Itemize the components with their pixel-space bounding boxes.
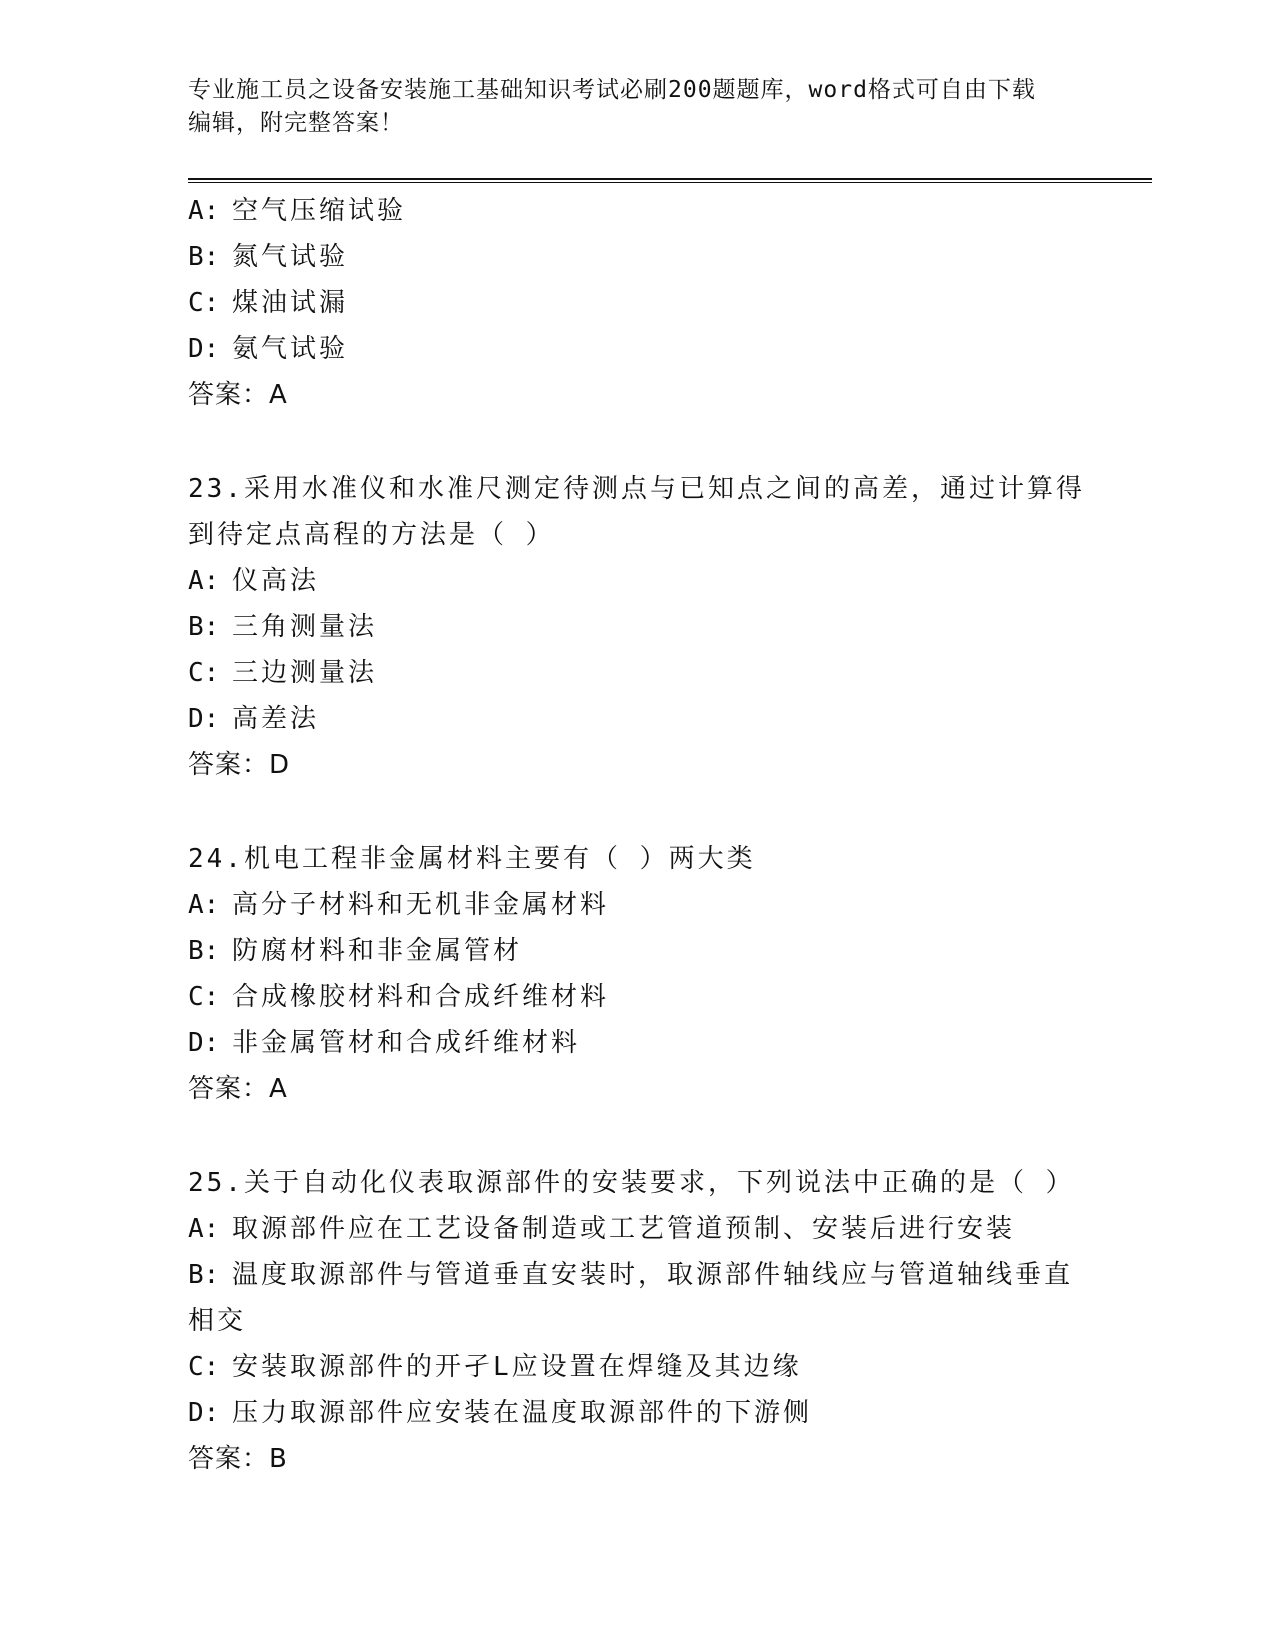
option-letter: D: xyxy=(188,704,220,734)
answer-line: 答案：A xyxy=(188,1074,288,1104)
option-text: 氨气试验 xyxy=(232,334,349,364)
question-22 xyxy=(188,188,1088,418)
question-stem: 24.机电工程非金属材料主要有（ ）两大类 xyxy=(188,844,756,874)
option-text: 温度取源部件与管道垂直安装时，取源部件轴线应与管道轴线垂直 xyxy=(232,1260,1074,1290)
option-text: 取源部件应在工艺设备制造或工艺管道预制、安装后进行安装 xyxy=(232,1214,1016,1244)
answer-line: 答案：B xyxy=(188,1444,288,1474)
option-c xyxy=(188,650,1088,696)
option-letter: C: xyxy=(188,1352,220,1382)
option-letter: C: xyxy=(188,288,220,318)
option-d xyxy=(188,1390,1088,1436)
option-a xyxy=(188,1206,1088,1252)
header-divider xyxy=(188,178,1152,183)
option-d xyxy=(188,326,1088,372)
option-letter: C: xyxy=(188,982,220,1012)
option-letter: D: xyxy=(188,1028,220,1058)
question-25 xyxy=(188,1160,1088,1482)
option-letter: C: xyxy=(188,658,220,688)
header-line-2: 编辑，附完整答案！ xyxy=(188,110,404,136)
option-text: 防腐材料和非金属管材 xyxy=(232,936,523,966)
option-text: 合成橡胶材料和合成纤维材料 xyxy=(232,982,610,1012)
option-b xyxy=(188,1252,1088,1298)
option-letter: B: xyxy=(188,612,220,642)
option-letter: A: xyxy=(188,890,220,920)
header-line-1: 专业施工员之设备安装施工基础知识考试必刷200题题库，word格式可自由下载 xyxy=(188,77,1036,103)
option-letter: A: xyxy=(188,196,220,226)
option-text: 氮气试验 xyxy=(232,242,349,272)
option-b xyxy=(188,234,1088,280)
question-23 xyxy=(188,466,1088,788)
option-text: 三角测量法 xyxy=(232,612,378,642)
option-text: 非金属管材和合成纤维材料 xyxy=(232,1028,581,1058)
option-d xyxy=(188,696,1088,742)
question-24 xyxy=(188,836,1088,1112)
option-text: 压力取源部件应安装在温度取源部件的下游侧 xyxy=(232,1398,813,1428)
option-a xyxy=(188,188,1088,234)
option-letter: D: xyxy=(188,1398,220,1428)
option-d xyxy=(188,1020,1088,1066)
option-text: 高差法 xyxy=(232,704,320,734)
option-b xyxy=(188,604,1088,650)
option-letter: B: xyxy=(188,936,220,966)
option-c xyxy=(188,1344,1088,1390)
answer-line: 答案：A xyxy=(188,380,288,410)
option-text: 空气压缩试验 xyxy=(232,196,407,226)
question-stem-line-2: 到待定点高程的方法是（ ） xyxy=(188,520,555,550)
option-a xyxy=(188,882,1088,928)
document-header xyxy=(188,74,1068,140)
option-text: 三边测量法 xyxy=(232,658,378,688)
option-c xyxy=(188,974,1088,1020)
answer-line: 答案：D xyxy=(188,750,291,780)
option-a xyxy=(188,558,1088,604)
option-text: 高分子材料和无机非金属材料 xyxy=(232,890,610,920)
option-letter: A: xyxy=(188,566,220,596)
question-stem-line-1: 23.采用水准仪和水准尺测定待测点与已知点之间的高差，通过计算得 xyxy=(188,474,1085,504)
option-letter: B: xyxy=(188,242,220,272)
option-c xyxy=(188,280,1088,326)
option-b-continued: 相交 xyxy=(188,1306,247,1336)
document-body xyxy=(188,188,1088,1482)
question-stem: 25.关于自动化仪表取源部件的安装要求，下列说法中正确的是（ ） xyxy=(188,1168,1075,1198)
option-text: 安装取源部件的开孑L应设置在焊缝及其边缘 xyxy=(232,1352,802,1382)
option-b xyxy=(188,928,1088,974)
option-text: 煤油试漏 xyxy=(232,288,349,318)
option-text: 仪高法 xyxy=(232,566,320,596)
option-letter: B: xyxy=(188,1260,220,1290)
option-letter: D: xyxy=(188,334,220,364)
option-letter: A: xyxy=(188,1214,220,1244)
